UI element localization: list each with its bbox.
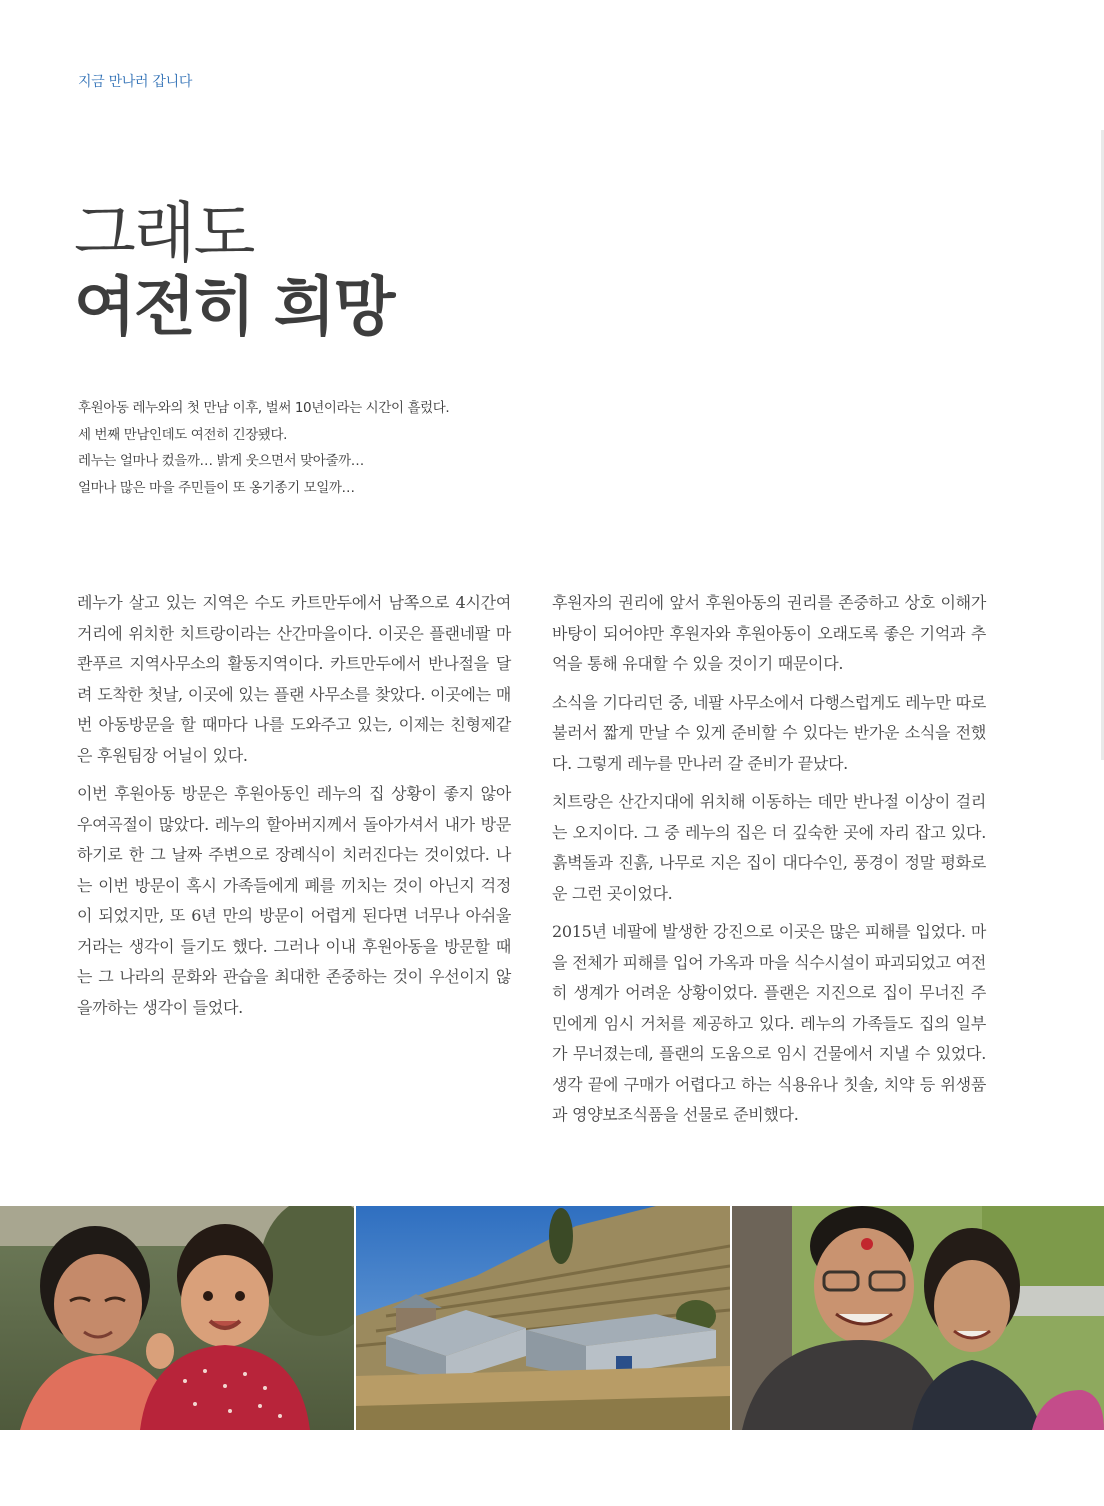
intro-line: 세 번째 만남인데도 여전히 긴장됐다. (78, 426, 288, 443)
intro-block (78, 395, 578, 501)
intro-line: 후원아동 레누와의 첫 만남 이후, 벌써 10년이라는 시간이 흘렀다. (78, 400, 450, 416)
title-line-1: 그래도 (74, 196, 254, 272)
section-label: 지금 만나러 갑니다 (78, 74, 193, 90)
intro-line: 얼마나 많은 마을 주민들이 또 옹기종기 모일까… (78, 479, 355, 496)
intro-line: 레누는 얼마나 컸을까… 밝게 웃으면서 맞아줄까… (78, 453, 364, 469)
body-paragraph: 레누가 살고 있는 지역은 수도 카트만두에서 남쪽으로 4시간여 거리에 위치한 치트랑이라는 산간마을이다. 이곳은 플랜네팔 마콴푸르 지역사무소의 활동지역이다. 카트만두에서 반나절을 달려 도착한 첫날, 이곳에 있는 플랜 사무소를 찾았다. 이곳에는 매 번 아동방문을 할 때마다 나를 도와주고 있는, 이제는 친형제같은 후원팀장 어닐이 있다. (77, 593, 511, 765)
photo-strip (0, 1206, 1104, 1430)
village-shelters-photo (356, 1206, 730, 1430)
body-column-right (552, 588, 986, 1139)
body-column-left (77, 588, 511, 1031)
body-paragraph: 이번 후원아동 방문은 후원아동인 레누의 집 상황이 좋지 않아 우여곡절이 많았다. 레누의 할아버지께서 돌아가셔서 내가 방문하기로 한 그 날짜 주변으로 장례식이 치러진다는 것이었다. 나는 이번 방문이 혹시 가족들에게 폐를 끼치는 것이 아닌지 걱정이 되었지만, 또 6년 만의 방문이 어렵게 된다면 너무나 아쉬울 거라는 생각이 들기도 했다. 그러나 이내 후원아동을 방문할 때는 그 나라의 문화와 관습을 최대한 존중하는 것이 우선이지 않을까하는 생각이 들었다. (77, 784, 511, 1017)
sponsor-and-child-photo (732, 1206, 1104, 1430)
article-title (74, 198, 393, 346)
body-paragraph: 2015년 네팔에 발생한 강진으로 이곳은 많은 피해를 입었다. 마을 전체가 피해를 입어 가옥과 마을 식수시설이 파괴되었고 여전히 생계가 어려운 상황이었다. 플랜은 지진으로 집이 무너진 주민에게 임시 거처를 제공하고 있다. 레누의 가족들도 집의 일부가 무너졌는데, 플랜의 도움으로 임시 건물에서 지낼 수 있었다. 생각 끝에 구매가 어렵다고 하는 식용유나 칫솔, 치약 등 위생품과 영양보조식품을 선물로 준비했다. (552, 922, 986, 1124)
body-paragraph: 후원자의 권리에 앞서 후원아동의 권리를 존중하고 상호 이해가 바탕이 되어야만 후원자와 후원아동이 오래도록 좋은 기억과 추억을 통해 유대할 수 있을 것이기 때문이다. (552, 593, 986, 673)
body-paragraph: 소식을 기다리던 중, 네팔 사무소에서 다행스럽게도 레누만 따로 불러서 짧게 만날 수 있게 준비할 수 있다는 반가운 소식을 전했다. 그렇게 레누를 만나러 갈 준비가 끝났다. (552, 692, 986, 773)
mother-and-child-photo (0, 1206, 354, 1430)
title-line-2: 여전히 희망 (74, 271, 394, 345)
body-paragraph: 치트랑은 산간지대에 위치해 이동하는 데만 반나절 이상이 걸리는 오지이다. 그 중 레누의 집은 더 깊숙한 곳에 자리 잡고 있다. 흙벽돌과 진흙, 나무로 지은 집이 대다수인, 풍경이 정말 평화로운 그런 곳이었다. (552, 792, 986, 903)
